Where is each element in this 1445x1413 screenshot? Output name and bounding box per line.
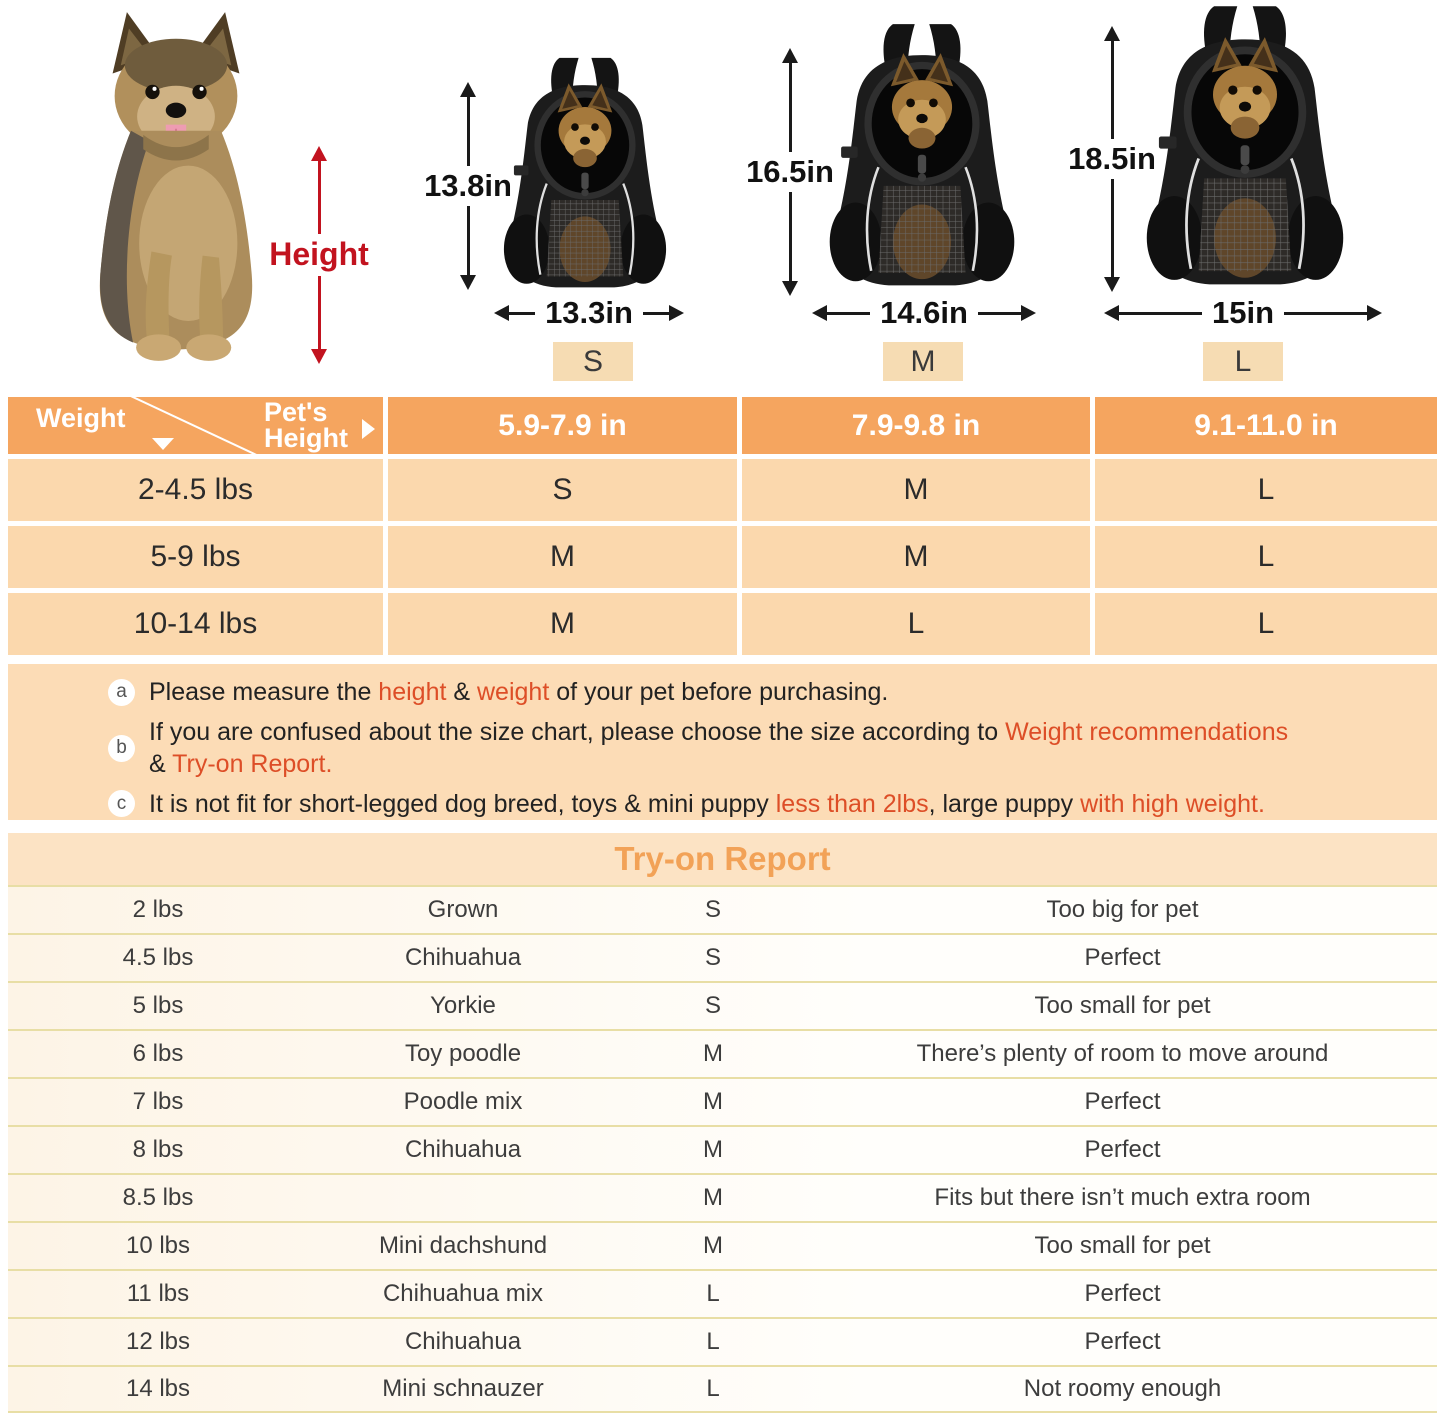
arrow-down-icon [1104,277,1120,292]
tryon-row [8,1029,1437,1077]
tryon-breed: Chihuahua [404,1136,522,1163]
tryon-size: M [703,1136,723,1163]
arrow-up-icon [1104,26,1120,41]
note-badge-b: b [108,735,135,762]
arrow-right-icon [1367,305,1382,321]
tryon-comment: Too big for pet [1046,896,1199,923]
tryon-size: S [704,944,721,971]
tryon-row [8,1077,1437,1125]
tryon-size: S [704,896,721,923]
table-corner-cell [8,397,383,454]
arrow-right-icon [1021,305,1036,321]
tryon-comment: Perfect [1084,1136,1161,1163]
tryon-comment: Too small for pet [1034,992,1211,1019]
column-header: 5.9-7.9 in [388,397,737,454]
arrow-up-icon [460,82,476,97]
tryon-weight: 5 lbs [132,992,184,1019]
tryon-size: M [703,1088,723,1115]
weight-range: 2-4.5 lbs [8,459,383,521]
note-c: c It is not fit for short-legged dog breed, toys & mini puppy less than 2lbs, large puppy with high weight. [108,788,1397,821]
height-value-s: 13.8in [424,167,512,203]
height-dimension-l [1068,26,1156,292]
weight-range: 5-9 lbs [8,526,383,588]
tryon-breed: Mini schnauzer [382,1375,544,1402]
height-dimension-s [424,82,512,290]
tryon-comment: There’s plenty of room to move around [916,1040,1329,1067]
tryon-weight: 8.5 lbs [122,1184,194,1211]
tryon-row [8,1221,1437,1269]
tryon-weight: 14 lbs [125,1375,191,1402]
column-header: 9.1-11.0 in [1095,397,1437,454]
tryon-row [8,1125,1437,1173]
size-value: S [388,459,737,521]
tryon-breed: Chihuahua [404,944,522,971]
tryon-breed: Chihuahua [404,1328,522,1355]
size-value: L [1095,593,1437,655]
arrow-down-icon [460,275,476,290]
tryon-breed: Toy poodle [404,1040,522,1067]
note-b: b If you are confused about the size chart, please choose the size according to Weight recommendations & Try-on Report. [108,716,1397,781]
arrow-down-icon [782,281,798,296]
tryon-comment: Too small for pet [1034,1232,1211,1259]
tryon-comment: Perfect [1084,944,1161,971]
tryon-report-title: Try-on Report [8,833,1437,885]
tryon-weight: 4.5 lbs [122,944,194,971]
tryon-breed: Poodle mix [403,1088,523,1115]
row-axis-label: Weight [36,403,126,433]
tryon-weight: 8 lbs [132,1136,184,1163]
tryon-comment: Fits but there isn’t much extra room [934,1184,1311,1211]
size-value: L [742,593,1090,655]
tryon-weight: 6 lbs [132,1040,184,1067]
tryon-comment: Perfect [1084,1088,1161,1115]
pet-height-label: Height [269,236,369,273]
tryon-row [8,1317,1437,1365]
notes-panel [8,664,1437,820]
tryon-row [8,933,1437,981]
height-dimension-m [746,48,834,296]
note-badge-c: c [108,790,135,817]
tryon-size: M [703,1184,723,1211]
size-value: M [742,526,1090,588]
pet-height-arrow [269,146,369,364]
tryon-size: M [703,1040,723,1067]
tryon-comment: Perfect [1084,1280,1161,1307]
width-dimension-m [812,294,1036,330]
yorkie-dog-photo [50,6,302,364]
size-value: L [1095,526,1437,588]
size-value: L [1095,459,1437,521]
width-value-l: 15in [1211,294,1275,330]
tryon-row [8,981,1437,1029]
tryon-breed: Grown [427,896,499,923]
tryon-comment: Not roomy enough [1023,1375,1222,1402]
note-badge-a: a [108,679,135,706]
note-a: a Please measure the height & weight of your pet before purchasing. [108,676,1397,709]
tryon-breed: Mini dachshund [378,1232,548,1259]
height-value-l: 18.5in [1068,140,1156,176]
tryon-size: S [704,992,721,1019]
tryon-weight: 11 lbs [126,1280,190,1307]
width-dimension-l [1104,294,1382,330]
arrow-left-icon [1104,305,1119,321]
arrow-left-icon [494,305,509,321]
size-value: M [388,526,737,588]
arrow-right-icon [669,305,684,321]
size-recommendation-table [8,397,1437,655]
tryon-row [8,1269,1437,1317]
tryon-size: L [706,1328,720,1355]
arrow-left-icon [812,305,827,321]
tryon-size: L [706,1280,720,1307]
col-axis-label: Pet's Height [264,397,348,453]
height-value-m: 16.5in [746,153,834,189]
arrow-down-icon [311,349,327,364]
size-chip-s: S [553,342,633,381]
size-chip-l: L [1203,342,1283,381]
width-value-m: 14.6in [880,294,968,330]
tryon-weight: 12 lbs [125,1328,191,1355]
tryon-report-section [8,833,1437,1413]
tryon-comment: Perfect [1084,1328,1161,1355]
weight-range: 10-14 lbs [8,593,383,655]
arrow-up-icon [311,146,327,161]
width-value-s: 13.3in [545,294,633,330]
tryon-breed: Yorkie [430,992,496,1019]
tryon-weight: 7 lbs [132,1088,184,1115]
tryon-size: L [706,1375,720,1402]
arrow-up-icon [782,48,798,63]
triangle-right-icon [362,419,375,439]
hero-section [0,0,1445,396]
backpack-photo-medium [810,22,1034,302]
tryon-weight: 2 lbs [132,896,184,923]
tryon-size: M [703,1232,723,1259]
tryon-breed: Chihuahua mix [382,1280,544,1307]
size-value: M [388,593,737,655]
width-dimension-s [494,294,684,330]
triangle-down-icon [152,438,174,450]
size-chip-m: M [883,342,963,381]
tryon-row [8,1365,1437,1413]
tryon-row [8,1173,1437,1221]
column-header: 7.9-9.8 in [742,397,1090,454]
tryon-row [8,885,1437,933]
tryon-weight: 10 lbs [125,1232,191,1259]
size-value: M [742,459,1090,521]
